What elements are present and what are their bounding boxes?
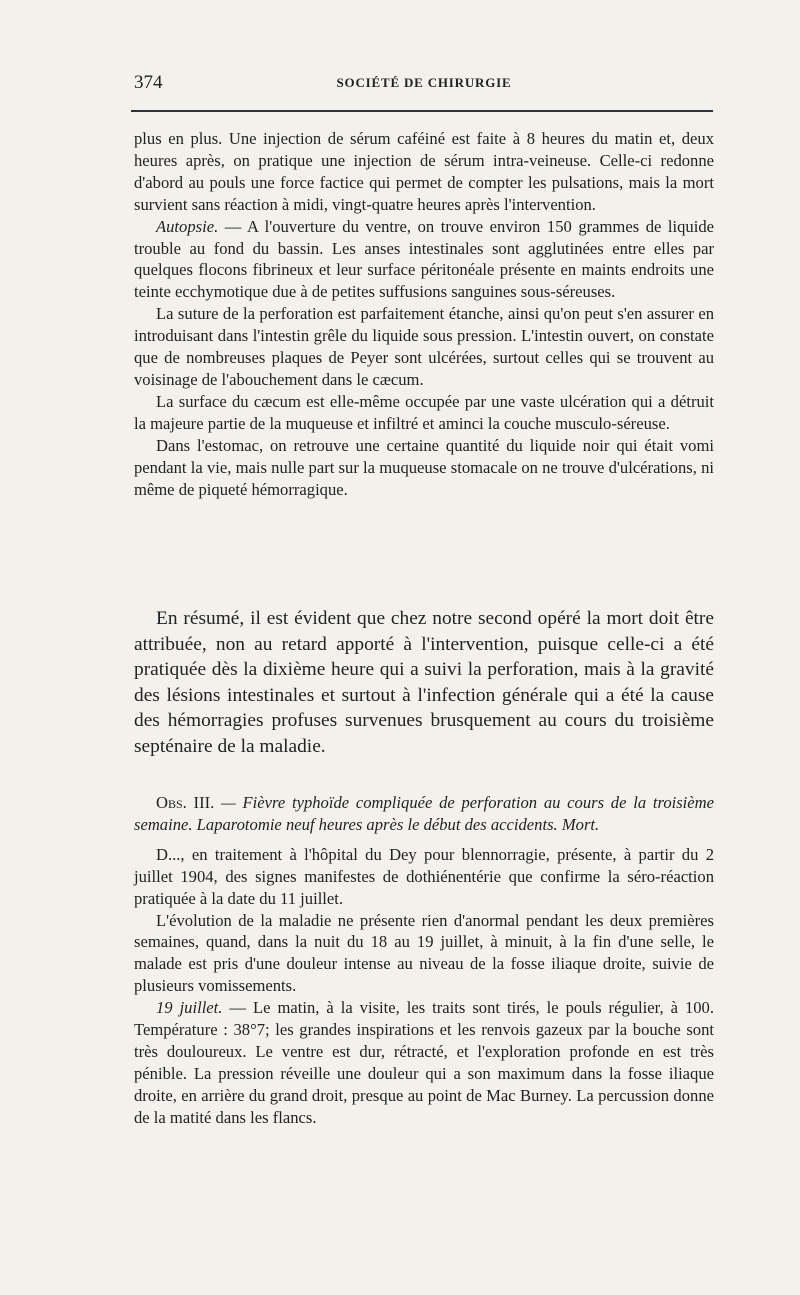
paragraph-resume: En résumé, il est évident que chez notre second opéré la mort doit être attribuée, non au retard apporté à l'intervention, puisque celle-ci a été pratiquée dès la dixième heure qui a suivi la perforation, mais à la gravité des lésions intestinales et surtout à l'infection générale qui a été la cause des hémorragies profuses survenues brusquement au cours du troisième septénaire de la maladie.: [134, 608, 714, 757]
page-header: [134, 72, 714, 96]
autopsie-label: Autopsie.: [156, 216, 219, 236]
autopsy-section: [134, 128, 714, 500]
paragraph-suture: La suture de la perforation est parfaitement étanche, ainsi qu'on peut s'en assurer en introduisant dans l'intestin grêle du liquide sous pression. L'intestin ouvert, on constate que de nombreuses plaques de Peyer sont ulcérées, surtout celles qui se trouvent au voisinage de l'abouchement dans le cæcum.: [134, 304, 714, 389]
paragraph-patient: D..., en traitement à l'hôpital du Dey pour blennorragie, présente, à partir du 2 juillet 1904, des signes manifestes de dothiénentérie que confirme la séro-réaction pratiquée à la date du 11 juillet.: [134, 844, 714, 908]
observation-heading: [134, 792, 714, 836]
juillet-text: — Le matin, à la visite, les traits sont tirés, le pouls régulier, à 100. Température : 38°7; les grandes inspirations et les renvois gazeux par la bouche sont très douloureux. Le ventre est dur, rétracté, et l'exploration profonde en est très pénible. La pression réveille une douleur qui a son maximum dans la fosse iliaque droite, en arrière du grand droit, presque au point de Mac Burney. La percussion donne de la matité dans les flancs.: [134, 998, 714, 1127]
paragraph-juillet: [134, 997, 714, 1128]
page-number: 374: [134, 72, 163, 93]
summary-section: [134, 606, 714, 759]
header-rule: [131, 110, 713, 112]
running-title: SOCIÉTÉ DE CHIRURGIE: [336, 75, 512, 90]
paragraph-intro: plus en plus. Une injection de sérum caféiné est faite à 8 heures du matin et, deux heures après, on pratique une injection de sérum intra-veineuse. Celle-ci redonne d'abord au pouls une force factice qui permet de compter les pulsations, mais la mort survient sans réaction à midi, vingt-quatre heures après l'intervention.: [134, 129, 714, 214]
paragraph-autopsie: [134, 216, 714, 304]
autopsie-text: — A l'ouverture du ventre, on trouve environ 150 grammes de liquide trouble au fond du bassin. Les anses intestinales sont agglutinées entre elles par quelques flocons fibrineux et leur surface péritonéale présente en maints endroits une teinte ecchymotique due à de petites suffusions sanguines sous-séreuses.: [134, 216, 714, 302]
date-label: 19 juillet.: [156, 998, 223, 1018]
obs-title: — Fièvre typhoïde compliquée de perforation au cours de la troisième semaine. Laparotomie neuf heures après le début des accidents. Mort.: [134, 793, 715, 834]
observation-section: [134, 792, 714, 1129]
paragraph-evolution: L'évolution de la maladie ne présente rien d'anormal pendant les deux premières semaines, quand, dans la nuit du 18 au 19 juillet, à minuit, à la fin d'une selle, le malade est pris d'une douleur intense au niveau de la fosse iliaque droite, suivie de plusieurs vomissements.: [134, 910, 714, 996]
paragraph-estomac: Dans l'estomac, on retrouve une certaine quantité du liquide noir qui était vomi pendant la vie, mais nulle part sur la muqueuse stomacale on ne trouve d'ulcérations, ni même de piqueté hémorragique.: [134, 435, 714, 499]
obs-label: Obs. III.: [156, 793, 215, 812]
paragraph-caecum: La surface du cæcum est elle-même occupée par une vaste ulcération qui a détruit la majeure partie de la muqueuse et infiltré et aminci la couche musculo-séreuse.: [134, 391, 714, 433]
